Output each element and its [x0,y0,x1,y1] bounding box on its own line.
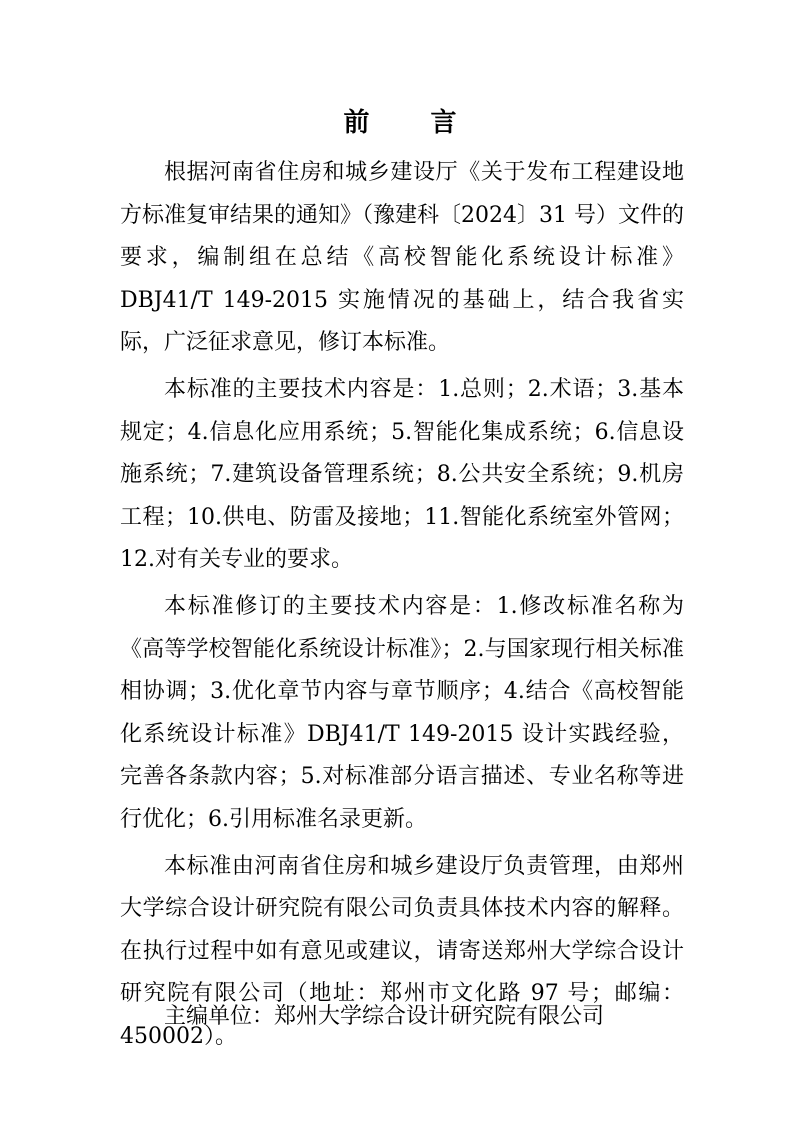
page-title: 前 言 [343,108,483,138]
document-body [120,152,684,1058]
paragraph-management: 本标准由河南省住房和城乡建设厅负责管理，由郑州大学综合设计研究院有限公司负责具体技术内容的解释。在执行过程中如有意见或建议，请寄送郑州大学综合设计研究院有限公司（地址：郑州市文化路 97 号；邮编：450002）。 [120,853,684,1049]
chief-editing-unit: 主编单位：郑州大学综合设计研究院有限公司 [164,1004,605,1029]
paragraph-revision-basis: 根据河南省住房和城乡建设厅《关于发布工程建设地方标准复审结果的通知》（豫建科〔2024〕31 号）文件的要求，编制组在总结《高校智能化系统设计标准》DBJ41/T 149-2015 实施情况的基础上，结合我省实际，广泛征求意见，修订本标准。 [120,160,684,356]
paragraph-revision-contents: 本标准修订的主要技术内容是：1.修改标准名称为《高等学校智能化系统设计标准》；2.与国家现行相关标准相协调；3.优化章节内容与章节顺序；4.结合《高校智能化系统设计标准》DBJ41/T 149-2015 设计实践经验，完善各条款内容；5.对标准部分语言描述、专业名称等进行优化；6.引用标准名录更新。 [120,593,684,832]
paragraph-main-contents: 本标准的主要技术内容是：1.总则；2.术语；3.基本规定；4.信息化应用系统；5.智能化集成系统；6.信息设施系统；7.建筑设备管理系统；8.公共安全系统；9.机房工程；10.供电、防雷及接地；11.智能化系统室外管网；12.对有关专业的要求。 [120,376,684,573]
